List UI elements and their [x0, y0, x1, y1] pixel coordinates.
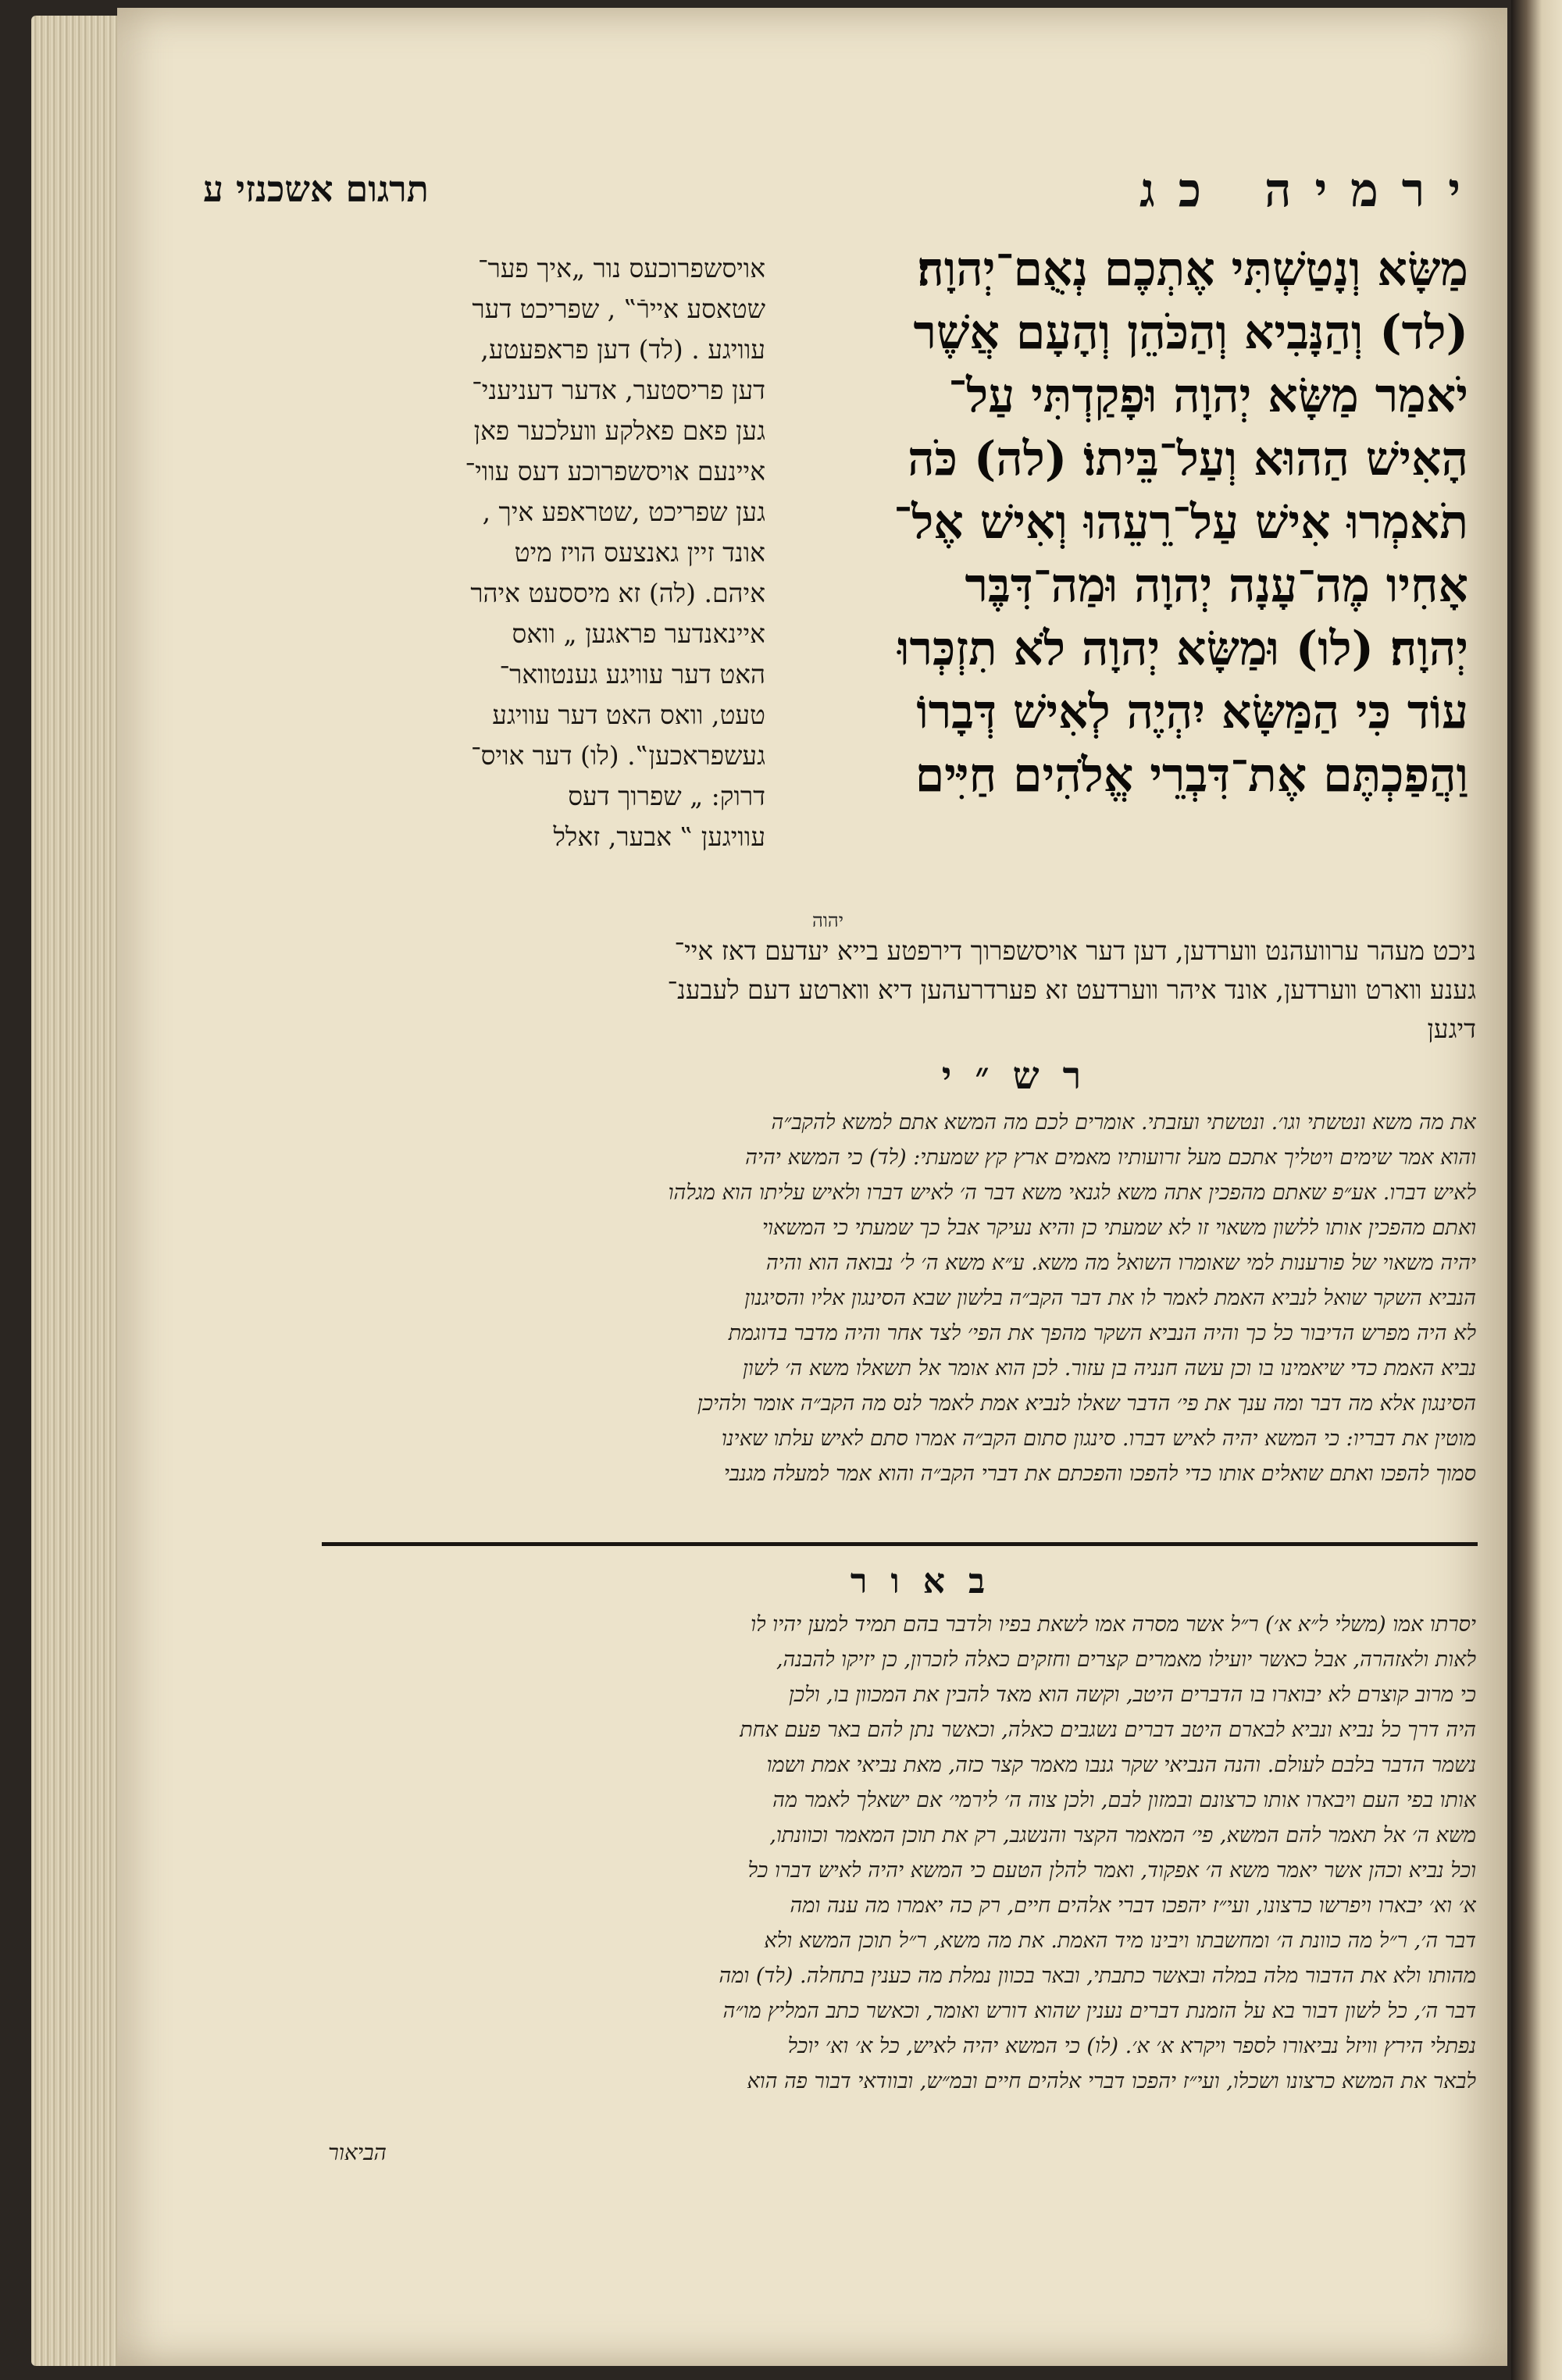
translation-line: דען פריסטער, אדער דעניעני־: [472, 375, 765, 405]
commentary-line: אותו בפי העם ויבארו אותו כרצונם ובמזון לבם, ולכן צוה ה׳ לירמי׳ אם ישאלך לאמר מה: [772, 1788, 1476, 1812]
translation-line: גען פאם פאלקע װעלכער פאן: [473, 415, 765, 446]
running-head: [203, 163, 1484, 230]
book-page-edges: [31, 16, 125, 2366]
running-head-right: ירמיה כג: [1139, 163, 1484, 218]
rashi-commentary: [320, 1105, 1476, 1527]
biur-commentary: [316, 1607, 1476, 2200]
scripture-line: תֹאמְרוּ אִישׁ עַל־רֵעֵהוּ וְאִישׁ אֶל־: [893, 495, 1468, 550]
translation-line: איינעם אויסשפרוכע דעס עווי־: [465, 456, 765, 486]
commentary-line: לבאר את המשא כרצונו ושכלו, ועי״ז יהפכו דברי אלהים חיים ובמ״ש, ובוודאי דבור פה הוא: [747, 2069, 1476, 2093]
commentary-line: יהיה משאוי של פורענות למי שאומרו השואל מה משא. ע״א משא ה׳ ל׳ נבואה הוא והיה: [765, 1251, 1476, 1275]
commentary-line: והוא אמר שימים ויטליך אתכם מעל זרועותיו מאמים ארץ קץ שמעתי: (לד) כי המשא יהיה: [745, 1145, 1476, 1170]
commentary-line: נשמר הדבר בלבם לעולם. והנה הנביאי שקר גנבו מאמר קצר כזה, מאת נביאי אמת ושמו: [766, 1753, 1476, 1777]
commentary-line: דבר ה׳, ר״ל מה כוונת ה׳ ומחשבתו ויבינו מיד האמת. את מה משא, ר״ל תוכן המשא ולא: [764, 1929, 1476, 1953]
commentary-line: משא ה׳ אל תאמר להם המשא, פי׳ המאמר הקצר והנשגב, רק את תוכן המאמר וכוונתו,: [769, 1823, 1476, 1847]
marginal-note: יהוה: [811, 910, 844, 932]
commentary-line: וכל נביא וכהן אשר יאמר משא ה׳ אפקוד, ואמר להלן הטעם כי המשא יהיה לאיש דברו כל: [747, 1858, 1476, 1883]
translation-line: עוויגען ‟ אבער, זאלל: [553, 821, 765, 852]
commentary-line: לאות ולאזהרה, אבל כאשר יועילו מאמרים קצרים וחזקים כאלה לזכרון, כן יזיקו להבנה,: [776, 1648, 1476, 1672]
scripture-text: [773, 238, 1468, 925]
translation-line: דיגען: [1427, 1014, 1476, 1044]
commentary-line: ואתם מהפכין אותו ללשון משאוי זו לא שמעתי כן והיא נעיקר אבל כך שמעתי כי המשאוי: [761, 1216, 1476, 1240]
commentary-line: יסרתו אמו (משלי ל״א א׳) ר״ל אשר מסרה אמו לשאת בפיו ולדבר בהם תמיד למען יהיו לו: [751, 1612, 1476, 1637]
scripture-line: (לד) וְהַנָּבִיא וְהַכֹּהֵן וְהָעָם אֲשֶׁר: [913, 305, 1468, 360]
scripture-line: אָחִיו מֶה־עָנָה יְהוָה וּמַה־דִּבֶּר: [965, 558, 1468, 613]
commentary-line: א׳ וא׳ יבארו ויפרשו כרצונו, ועי״ז יהפכו דברי אלהים חיים, רק כה יאמרו מה ענה ומה: [790, 1894, 1476, 1918]
rashi-heading: רש״י: [941, 1054, 1105, 1098]
translation-line: אונד זיין גאנצעס הויז מיט: [514, 537, 765, 568]
commentary-line: מהותו ולא את הדבור מלה במלה ובאשר כתבתי, ובאר בכוון נמלת מה כענין בתחלה. (לד) ומה: [719, 1964, 1476, 1988]
commentary-line: הסינגון אלא מה דבר ומה ענך את פי׳ הדבר שאלו לנביא אמת לאמר לנס מה הקב״ה אומר ולהיכן: [697, 1391, 1476, 1416]
translation-line: איינאנדער פראגען „ וואס: [512, 618, 765, 649]
scripture-line: עוֹד כִּי הַמַּשָּׂא יִהְיֶה לְאִישׁ דְּבָרוֹ: [916, 685, 1468, 739]
commentary-line: מוטין את דבריו: כי המשא יהיה לאיש דברו. סינגון סתום הקב״ה אמרו סתם לאיש עלתו שאינו: [721, 1427, 1476, 1451]
book-gutter: [1511, 0, 1562, 2380]
commentary-line: נפתלי הירץ וויזל נביאורו לספר ויקרא א׳ א׳. (לו) כי המשא יהיה לאיש, כל א׳ וא׳ יוכל: [787, 2034, 1476, 2058]
commentary-line: את מה משא ונטשתי וגו׳. ונטשתי ועזבתי. אומרים לכם מה המשא אתם למשא להקב״ה: [771, 1110, 1476, 1135]
translation-line: גען שפריכט ,שטראפע איך ,: [482, 497, 765, 527]
translation-continuation: [312, 932, 1476, 1064]
translation-column: [320, 248, 765, 920]
scripture-line: וַהֲפַכְתֶּם אֶת־דִּבְרֵי אֱלֹהִים חַיִּים: [915, 748, 1468, 803]
translation-line: האט דער עוויגע גענטוואר־: [499, 659, 765, 689]
translation-line: אויסשפרוכעס נור „איך פער־: [478, 253, 765, 283]
translation-line: דרוק: „ שפרוך דעס: [568, 781, 765, 811]
translation-line: איהם. (לה) זא מיססעט איהר: [470, 578, 765, 608]
translation-line: ניכט מעהר ערוועהנט װערדען, דען דער אויסשפרוך דירפטע בייא יעדעם דאז איי־: [674, 935, 1476, 966]
running-head-left: תרגום אשכנזי ע: [203, 168, 429, 210]
scripture-line: הָאִישׁ הַהוּא וְעַל־בֵּיתוֹ׃ (לה) כֹּה: [908, 432, 1468, 486]
translation-line: געשפראכען‟. (לו) דער אויס־: [471, 740, 765, 771]
translation-line: עוויגע . (לד) דען פראפעטע,: [480, 334, 765, 365]
translation-line: גענע װארט װערדען, אונד איהר װערדעט זא פערדרעהען דיא װארטע דעם לעבענ־: [667, 974, 1476, 1005]
scripture-line: יְהוָה׃ (לו) וּמַשָּׂא יְהוָה לֹא תִזְכְּרוּ: [897, 622, 1468, 676]
section-divider: [322, 1542, 1478, 1546]
biur-heading: באור: [850, 1562, 1009, 1602]
commentary-line: היה דרך כל נביא ונביא לבארם היטב דברים נשגבים כאלה, וכאשר נתן להם באר פעם אחת: [740, 1718, 1476, 1742]
translation-line: שטאסע איירֿ‟ , שפריכט דער: [472, 294, 765, 324]
commentary-line: סמוך להפכו ואתם שואלים אותו כדי להפכו והפכתם את דברי הקב״ה והוא אמר למעלה מגנבי: [723, 1462, 1476, 1486]
commentary-line: לאיש דברו. אע״פ שאתם מהפכין אתה משא לגנאי משא דבר ה׳ לאיש דברו ולאיש עליתו הוא מגלהו: [668, 1181, 1476, 1205]
commentary-line: נביא האמת כדי שיאמינו בו וכן עשה חנניה בן עזור. לכן הוא אומר אל תשאלו משא ה׳ לשון: [743, 1356, 1476, 1381]
commentary-line: כי מרוב קוצרם לא יבוארו בו הדברים היטב, וקשה הוא מאד להבין את המכוון בו, ולכן: [788, 1683, 1476, 1707]
scripture-line: מַשָּׂא וְנָטַשְׁתִּי אֶתְכֶם נְאֻם־יְהוָה׃: [917, 242, 1468, 297]
commentary-line: הנביא השקר שואל לנביא האמת לאמר לו את דבר הקב״ה בלשון שבא הסינגון אליו והסיגנון: [744, 1286, 1476, 1310]
scripture-line: יֹאמַר מַשָּׂא יְהוָה וּפָקַדְתִּי עַל־: [948, 369, 1468, 423]
translation-line: טעט, וואס האט דער עוויגע: [492, 700, 765, 730]
commentary-line: דבר ה׳, כל לשון דבור בא על הזמנת דברים נענין שהוא דורש ואומר, וכאשר כתב המליץ מו״ה: [722, 1999, 1476, 2023]
catchword: הביאור: [328, 2140, 387, 2165]
commentary-line: לא היה מפרש הדיבור כל כך והיה הנביא השקר מהפך את הפי׳ לצד אחר והיה מדבר בדוגמת: [728, 1321, 1476, 1345]
